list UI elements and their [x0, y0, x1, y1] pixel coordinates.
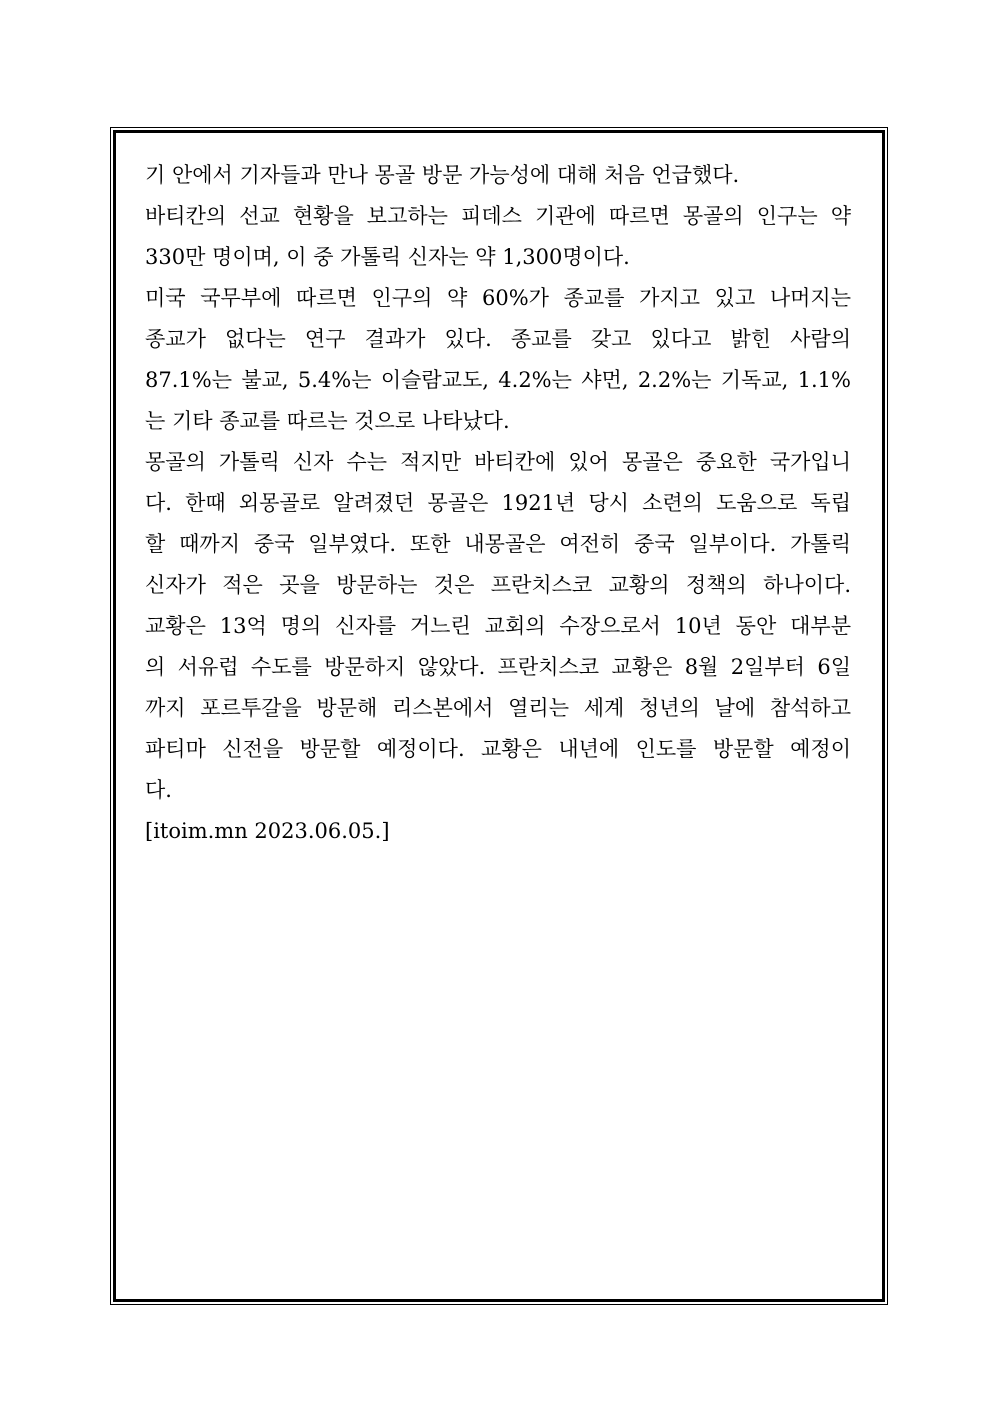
- text-line: 종교가 없다는 연구 결과가 있다. 종교를 갖고 있다고 밝힌 사람의: [145, 327, 851, 351]
- text-line: 할 때까지 중국 일부였다. 또한 내몽골은 여전히 중국 일부이다. 가톨릭: [145, 532, 851, 556]
- text-line: 파티마 신전을 방문할 예정이다. 교황은 내년에 인도를 방문할 예정이: [145, 737, 851, 761]
- text-line: 신자가 적은 곳을 방문하는 것은 프란치스코 교황의 정책의 하나이다.: [145, 573, 851, 597]
- text-line: 바티칸의 선교 현황을 보고하는 피데스 기관에 따르면 몽골의 인구는 약: [145, 204, 851, 228]
- text-line: 미국 국무부에 따르면 인구의 약 60%가 종교를 가지고 있고 나머지는: [145, 286, 851, 310]
- article-body: [145, 155, 851, 852]
- text-line: 다. 한때 외몽골로 알려졌던 몽골은 1921년 당시 소련의 도움으로 독립: [145, 491, 851, 515]
- text-line: 330만 명이며, 이 중 가톨릭 신자는 약 1,300명이다.: [145, 245, 630, 269]
- text-line: 교황은 13억 명의 신자를 거느린 교회의 수장으로서 10년 동안 대부분: [145, 614, 851, 638]
- text-line: 다.: [145, 778, 172, 802]
- text-line: 까지 포르투갈을 방문해 리스본에서 열리는 세계 청년의 날에 참석하고: [145, 696, 851, 720]
- text-line: 의 서유럽 수도를 방문하지 않았다. 프란치스코 교황은 8월 2일부터 6일: [145, 655, 851, 679]
- text-line: 는 기타 종교를 따르는 것으로 나타났다.: [145, 409, 510, 433]
- text-line: 기 안에서 기자들과 만나 몽골 방문 가능성에 대해 처음 언급했다.: [145, 163, 740, 187]
- text-line: 몽골의 가톨릭 신자 수는 적지만 바티칸에 있어 몽골은 중요한 국가입니: [145, 450, 851, 474]
- text-line: [itoim.mn 2023.06.05.]: [145, 819, 390, 843]
- text-line: 87.1%는 불교, 5.4%는 이슬람교도, 4.2%는 샤먼, 2.2%는 기독교, 1.1%: [145, 368, 851, 392]
